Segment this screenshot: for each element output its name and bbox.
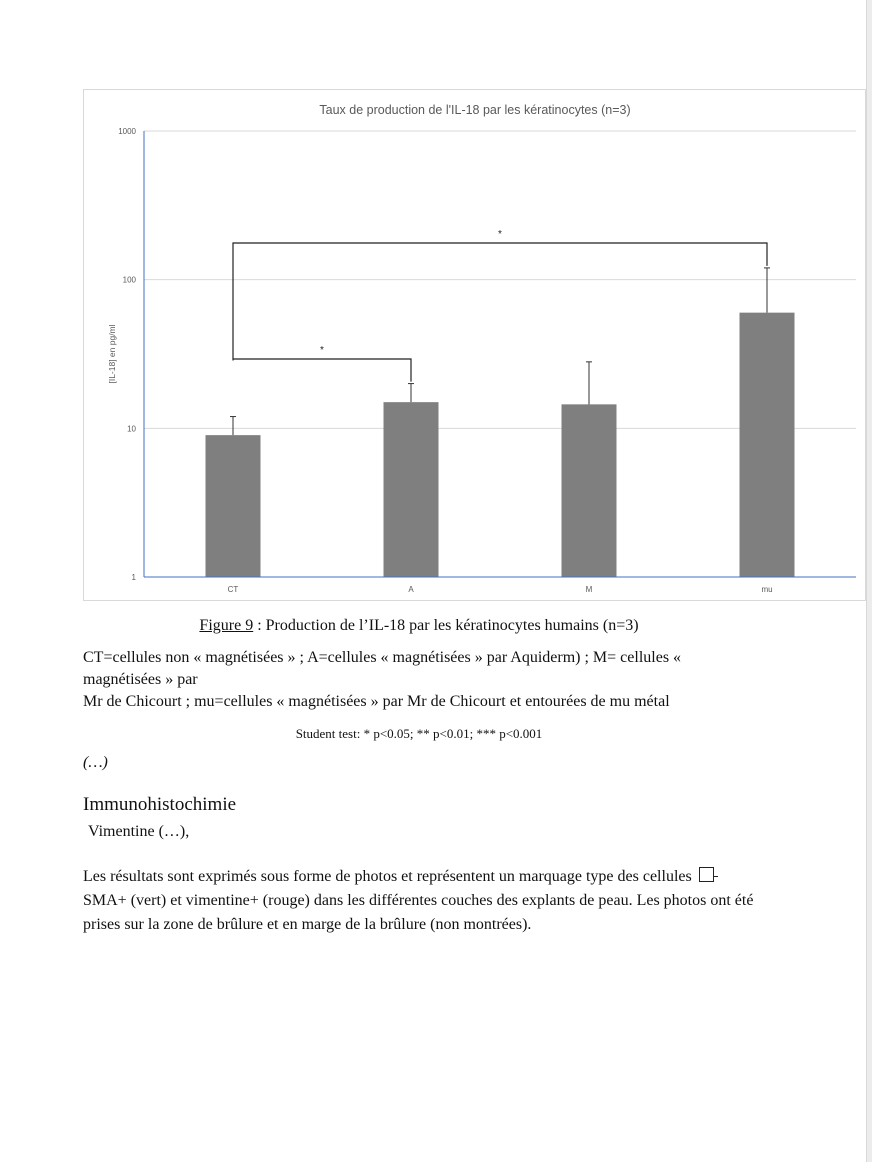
legend-line-1: CT=cellules non « magnétisées » ; A=cellules « magnétisées » par Aquiderm) ; M= cellules « magnétisées » par	[83, 649, 682, 688]
y-tick-label: 10	[127, 424, 136, 434]
y-tick-label: 1000	[118, 127, 136, 136]
bar-ct	[206, 435, 261, 577]
figure-label: Figure 9	[199, 617, 254, 634]
section-title: Immunohistochimie	[83, 794, 237, 815]
stat-note: Student test: * p<0.05; ** p<0.01; *** p<0.001	[295, 726, 543, 741]
legend-line-2: Mr de Chicourt ; mu=cellules « magnétisées » par Mr de Chicourt et entourées de mu métal	[83, 693, 670, 710]
significance-bracket	[233, 243, 767, 359]
y-tick-label: 1	[131, 573, 136, 582]
y-tick-label: 100	[122, 275, 136, 285]
subsection-title: Vimentine (…),	[88, 823, 190, 840]
x-tick-label: A	[408, 585, 414, 594]
figure-caption-text: : Production de l’IL-18 par les kératinocytes humains (n=3)	[253, 617, 639, 634]
bar-m	[562, 404, 617, 577]
bar-a	[384, 402, 439, 577]
significance-label: *	[498, 229, 502, 240]
x-tick-label: M	[585, 585, 593, 594]
chart-svg	[84, 90, 867, 602]
figure-legend	[83, 647, 763, 713]
chart-title: Taux de production de l'IL-18 par les kératinocytes (n=3)	[319, 103, 631, 117]
paragraph-part-1: Les résultats sont exprimés sous forme de photos et représentent un marquage type des cellules	[83, 868, 696, 885]
significance-bracket	[233, 359, 411, 382]
results-paragraph	[83, 865, 773, 937]
y-axis-label: [IL-18] en pg/ml	[107, 324, 117, 384]
missing-glyph-icon	[699, 867, 714, 882]
significance-label: *	[320, 345, 324, 356]
il18-chart	[83, 89, 866, 601]
x-tick-label: mu	[761, 585, 773, 594]
paragraph-part-2: SMA+ (vert) et vimentine+ (rouge) dans les différentes couches des explants de peau. Les photos ont été prises sur la zone de brûlure et en marge de la brûlure (non montrées).	[83, 892, 754, 933]
bar-mu	[740, 313, 795, 577]
figure-caption	[0, 617, 838, 635]
x-tick-label: CT	[227, 585, 239, 594]
ellipsis: (…)	[83, 754, 108, 771]
